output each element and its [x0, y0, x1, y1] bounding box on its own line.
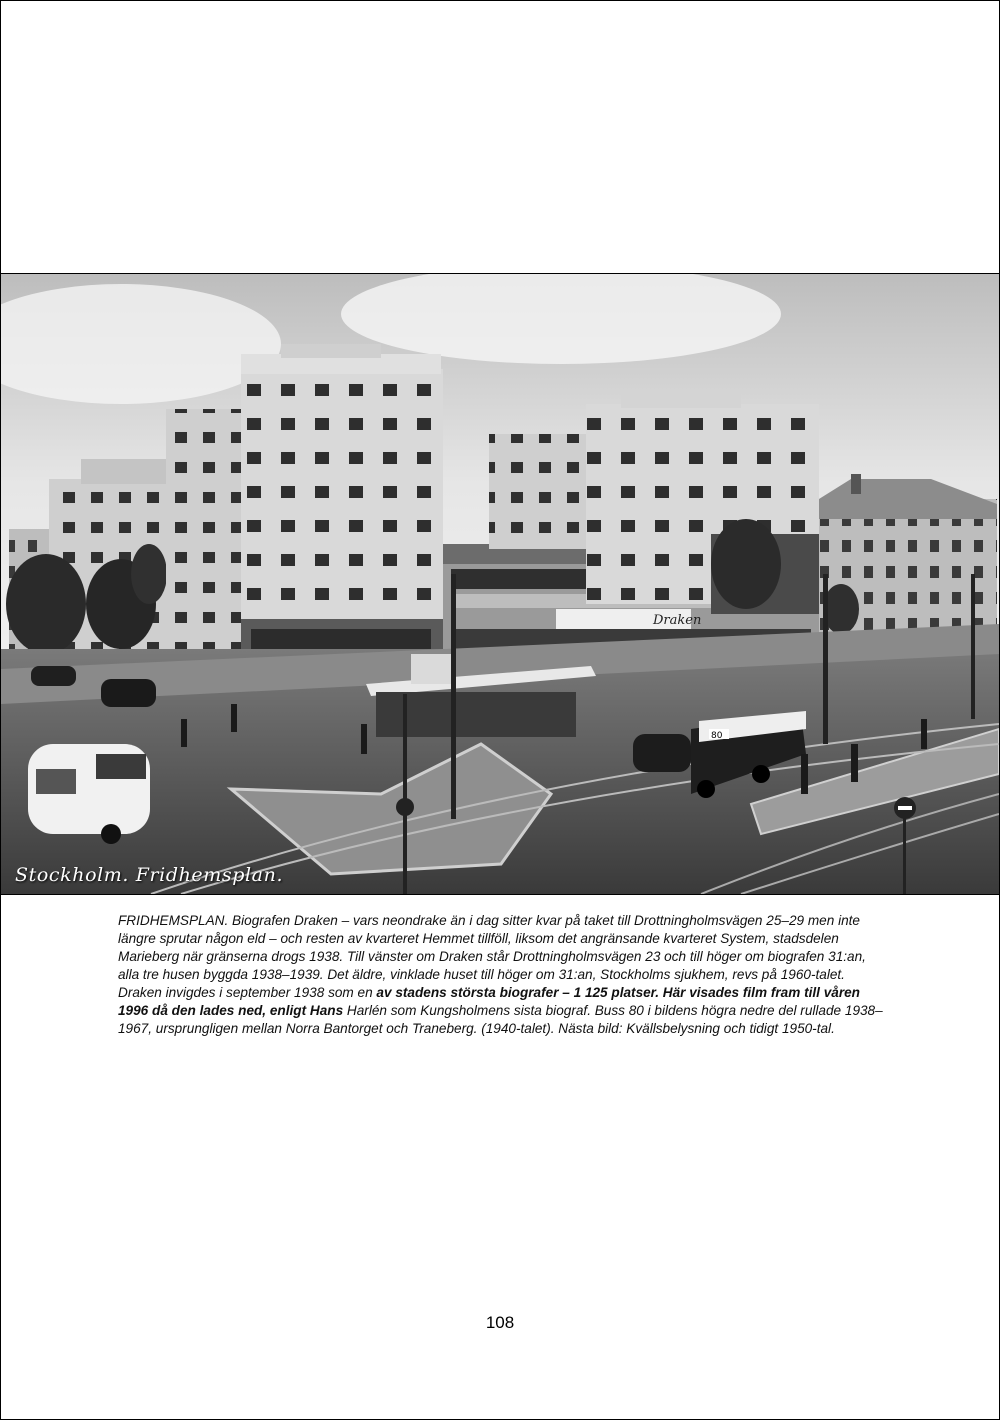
bus-route-number: 80 — [711, 731, 723, 741]
draken-sign: Draken — [653, 613, 702, 628]
historical-photo — [1, 273, 999, 895]
photo-scene — [1, 274, 999, 894]
bus-left — [28, 744, 150, 844]
caption-text — [118, 912, 888, 1038]
caption-part-1: FRIDHEMSPLAN. Biografen Draken – vars neondrake än i dag sitter kvar på taket till Drottningholmsvägen 25–29 men inte längre sprutar någon eld – och resten av kvarteret Hemmet tillföll, liksom det angränsande kvarteret System, stadsdelen Marieberg när gränserna drogs 1938. Till vänster om Draken står Drottningholmsvägen 23 och till höger om biografen 31:an, alla tre husen byggda 1938–1939. Det äldre, vinklade huset till höger om 31:an, Stockholms sjukhem, revs på 1960-talet. Draken invigdes i september 1938 som en — [118, 913, 866, 1000]
photo-overlay-title: Stockholm. Fridhemsplan. — [15, 864, 284, 886]
caption-bold-part: av stadens största biografer – 1 125 platser. Här visades film fram till våren 1996 då den lades ned, enligt Hans — [118, 985, 860, 1018]
page-number: 108 — [485, 1313, 515, 1332]
caption-part-2: Harlén som Kungsholmens sista biograf. Buss 80 i bildens högra nedre del rullade 1938–1967, ursprungligen mellan Norra Bantorget och Traneberg. (1940-talet). Nästa bild: Kvällsbelysning och tidigt 1950-tal. — [118, 1003, 883, 1036]
car — [633, 734, 691, 772]
